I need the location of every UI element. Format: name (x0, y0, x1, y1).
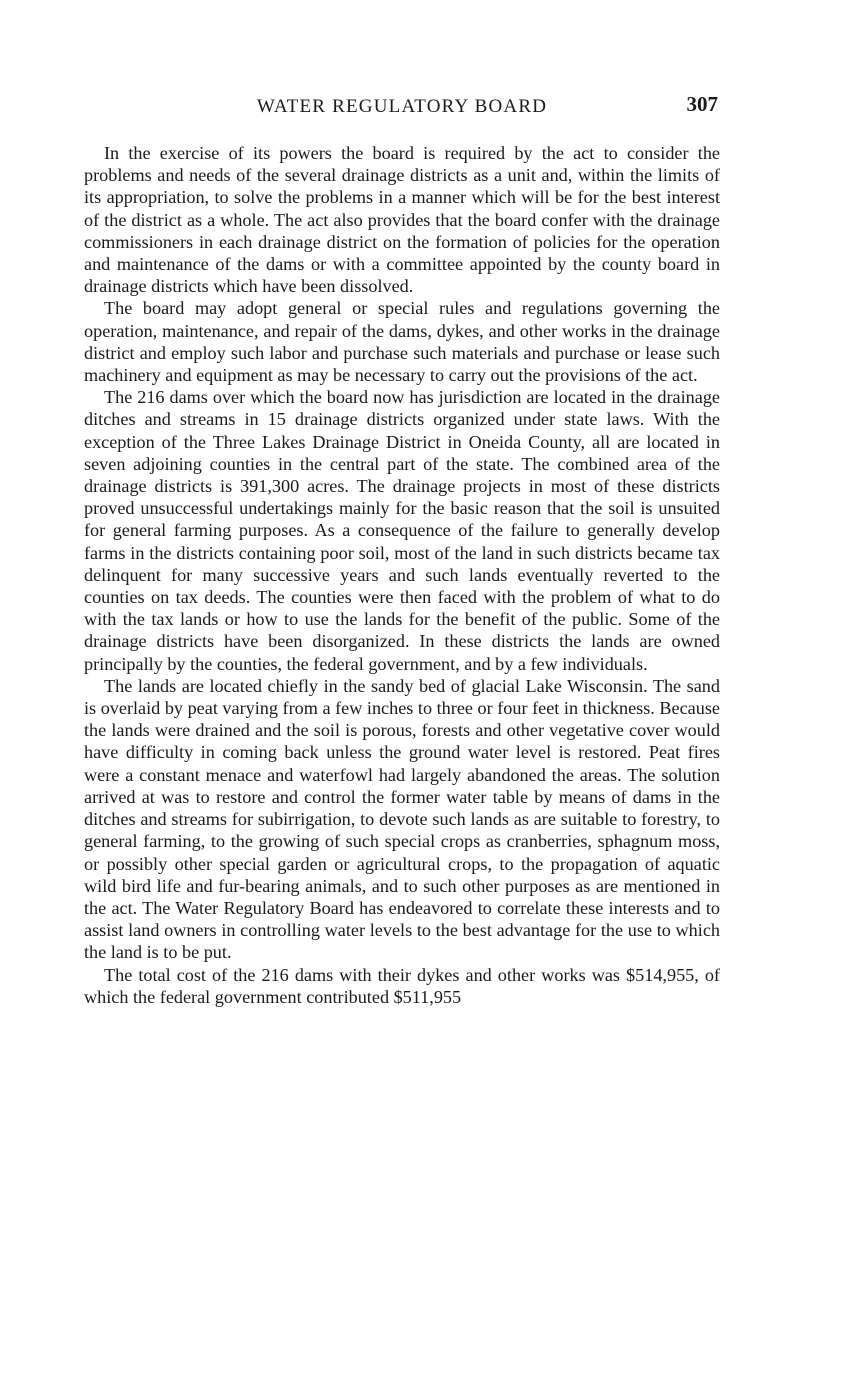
paragraph-board-powers: In the exercise of its powers the board is required by the act to consider the problems and needs of the several drainage districts as a unit and, within the limits of its appropriation, to solve the problems in a manner which will be for the best interest of the district as a whole. The act also provides that the board confer with the drainage commissioners in each drainage district on the formation of policies for the operation and maintenance of the dams or with a committee appointed by the county board in drainage districts which have been dissolved. (84, 143, 720, 297)
paragraph-lands-location: The lands are located chiefly in the sandy bed of glacial Lake Wisconsin. The sand is overlaid by peat varying from a few inches to three or four feet in thickness. Because the lands were drained and the soil is porous, forests and other vegetative cover would have difficulty in coming back unless the ground water level is restored. Peat fires were a constant menace and waterfowl had largely abandoned the areas. The solution arrived at was to restore and control the former water table by means of dams in the ditches and streams for subirrigation, to devote such lands as are suitable to forestry, to general farming, to the growing of such special crops as cranberries, sphagnum moss, or possibly other special garden or agricultural crops, to the propagation of aquatic wild bird life and fur-bearing animals, and to such other purposes as are mentioned in the act. The Water Regulatory Board has endeavored to correlate these interests and to assist land owners in controlling water levels to the best advantage for the use to which the land is to be put. (84, 675, 720, 963)
body-text (84, 142, 720, 1008)
paragraph-dams-jurisdiction: The 216 dams over which the board now has jurisdiction are located in the drainage ditches and streams in 15 drainage districts organized under state laws. With the exception of the Three Lakes Drainage District in Oneida County, all are located in seven adjoining counties in the central part of the state. The combined area of the drainage districts is 391,300 acres. The drainage projects in most of these districts proved unsuccessful undertakings mainly for the basic reason that the soil is unsuited for general farming purposes. As a consequence of the failure to generally develop farms in the districts containing poor soil, most of the land in such districts became tax delinquent for many successive years and such lands eventually reverted to the counties on tax deeds. The counties were then faced with the problem of what to do with the tax lands or how to use the lands for the benefit of the public. Some of the drainage districts have been disorganized. In these districts the lands are owned principally by the counties, the federal government, and by a few individuals. (84, 387, 720, 674)
document-page (84, 88, 720, 1008)
paragraph-total-cost: The total cost of the 216 dams with their dykes and other works was $514,955, of which the federal government contributed $511,955 (84, 964, 720, 1007)
paragraph-rules-regulations: The board may adopt general or special rules and regulations governing the operation, maintenance, and repair of the dams, dykes, and other works in the drainage district and employ such labor and purchase such materials and purchase or lease such machinery and equipment as may be necessary to carry out the provisions of the act. (84, 298, 720, 386)
running-header (84, 88, 720, 128)
page-title: WATER REGULATORY BOARD (256, 96, 548, 117)
page-number: 307 (686, 92, 718, 116)
